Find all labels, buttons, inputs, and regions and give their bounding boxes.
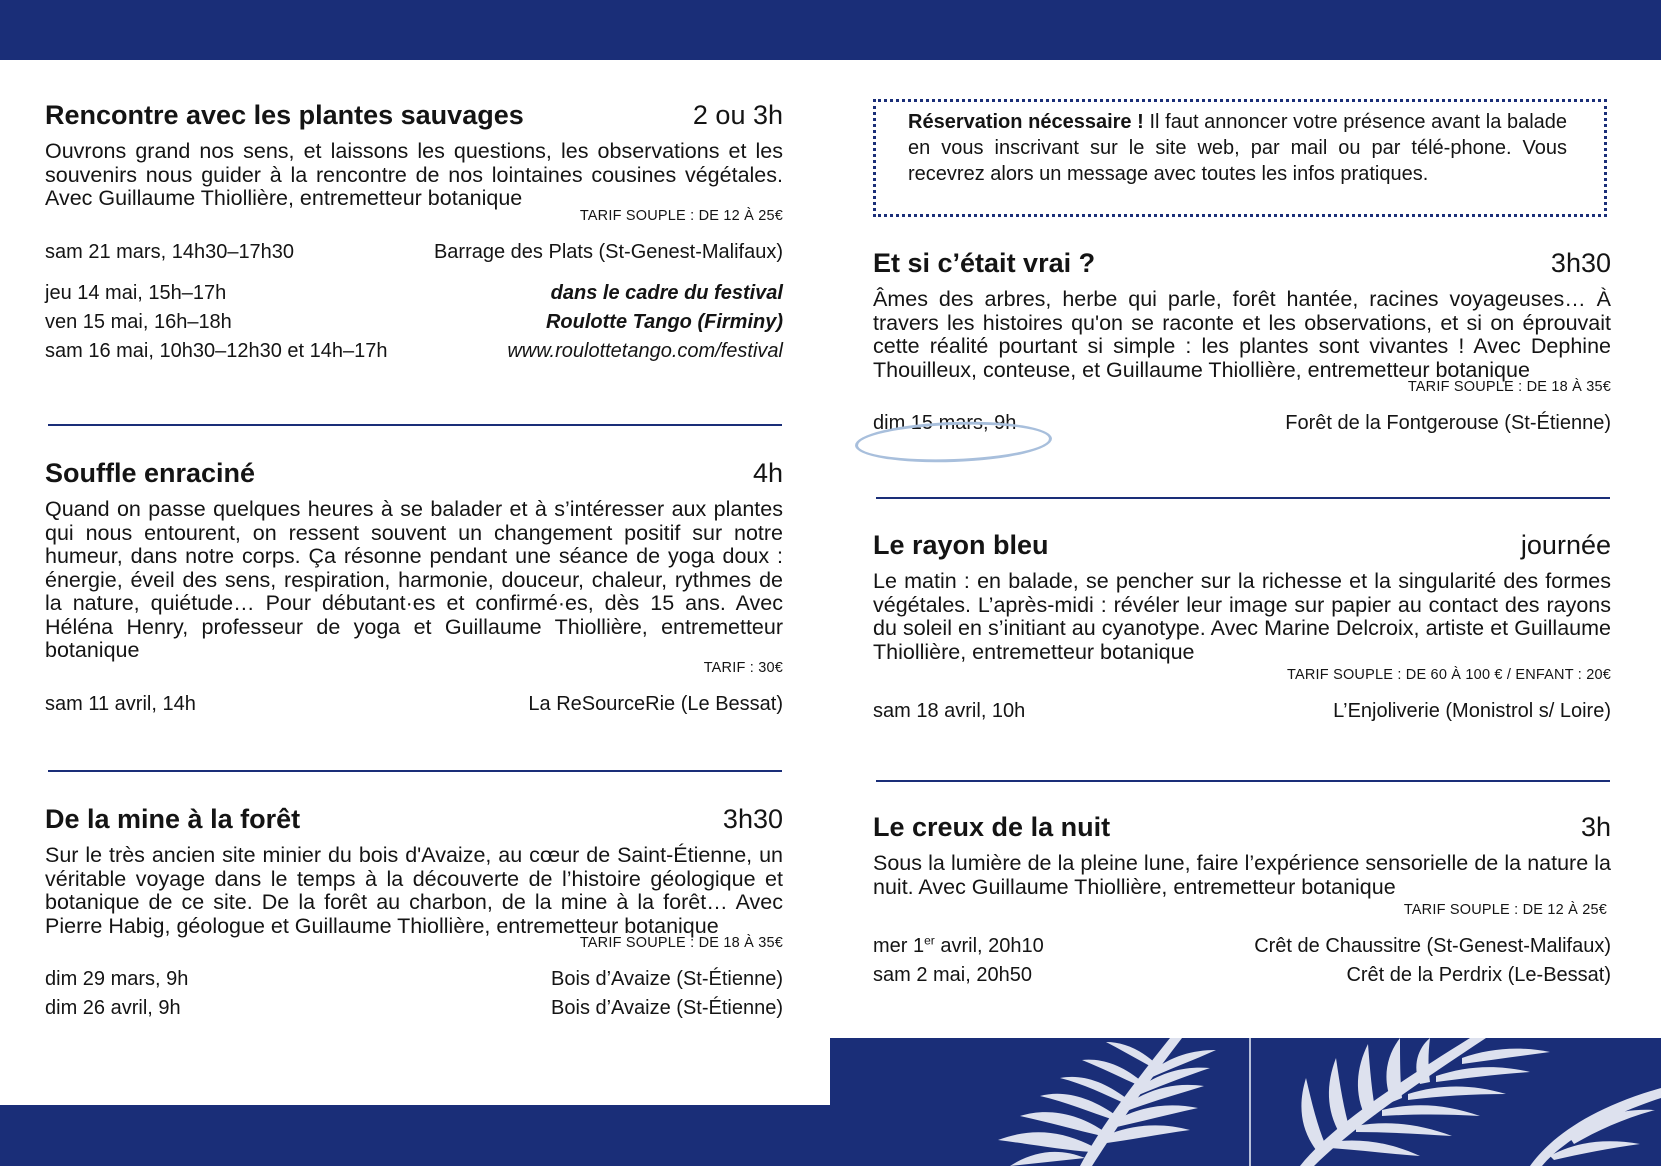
- event-price: TARIF SOUPLE : DE 18 À 35€: [1407, 379, 1611, 395]
- session-location: Forêt de la Fontgerouse (St-Étienne): [1285, 412, 1611, 434]
- section-divider: [876, 780, 1610, 782]
- session-date: mer 1er avril, 20h10: [873, 933, 1044, 957]
- section-divider: [876, 497, 1610, 499]
- event-session: [45, 238, 783, 267]
- session-date: dim 26 avril, 9h: [45, 997, 181, 1019]
- event-session: [45, 994, 783, 1023]
- event-header: [873, 528, 1611, 564]
- event-description: Quand on passe quelques heures à se balader et à s’intéresser aux plantes qui nous entourent, on ressent souvent un changement positif sur notre humeur, dans notre corps. Ça résonne pendant une séance de yoga doux : énergie, éveil des sens, respiration, harmonie, douceur, chaleur, rythmes de la nature, quiétude… Pour débutant·es et confirmé·es, dès 15 ans. Avec Héléna Henry, professeur de yoga et Guillaume Thiollière, entremetteur botanique: [45, 497, 783, 662]
- event-session: [873, 961, 1611, 990]
- session-location: Bois d’Avaize (St-Étienne): [551, 968, 783, 990]
- event-header: [45, 98, 783, 134]
- session-date: sam 18 avril, 10h: [873, 700, 1026, 722]
- session-date: sam 16 mai, 10h30–12h30 et 14h–17h: [45, 339, 388, 362]
- event-le-rayon-bleu: [873, 528, 1611, 726]
- event-duration: 3h30: [1550, 248, 1611, 278]
- event-price: TARIF SOUPLE : DE 60 À 100 € / ENFANT : 20€: [1287, 667, 1611, 683]
- event-title: Le creux de la nuit: [873, 812, 1111, 842]
- session-location: L’Enjoliverie (Monistrol s/ Loire): [1333, 700, 1611, 722]
- event-header: [873, 810, 1611, 846]
- session-date: sam 21 mars, 14h30–17h30: [45, 240, 295, 263]
- event-description: Sous la lumière de la pleine lune, faire l’expérience sensorielle de la nature la nuit. Avec Guillaume Thiollière, entremetteur botanique: [873, 851, 1611, 899]
- session-date: sam 2 mai, 20h50: [873, 964, 1032, 986]
- session-date: ven 15 mai, 16h–18h: [45, 310, 232, 333]
- session-date: dim 15 mars, 9h: [873, 412, 1017, 434]
- session-location: Crêt de Chaussitre (St-Genest-Malifaux): [1254, 935, 1611, 957]
- session-location: Bois d’Avaize (St-Étienne): [551, 997, 783, 1019]
- event-title: Et si c’était vrai ?: [873, 248, 1096, 278]
- event-session: [45, 279, 783, 308]
- event-session: [45, 308, 783, 337]
- event-header: [45, 802, 783, 838]
- session-date: jeu 14 mai, 15h–17h: [45, 281, 227, 304]
- event-price: TARIF SOUPLE : DE 12 À 25€: [579, 207, 783, 224]
- cyanotype-fern-image: [830, 1038, 1661, 1166]
- event-de-la-mine-a-la-foret: [45, 802, 783, 1023]
- festival-website-link[interactable]: www.roulottetango.com/festival: [507, 339, 783, 362]
- event-header: [873, 246, 1611, 282]
- event-price: TARIF SOUPLE : DE 18 À 35€: [579, 935, 783, 951]
- fern-icon: [830, 1038, 1661, 1166]
- event-session: [45, 337, 783, 366]
- event-duration: 4h: [752, 458, 783, 488]
- session-location: Barrage des Plats (St-Genest-Malifaux): [433, 240, 783, 263]
- reservation-heading: Réservation nécessaire !: [908, 111, 1144, 133]
- event-description: Le matin : en balade, se pencher sur la richesse et la singularité des formes végétales. L’après-midi : révéler leur image sur papier au contact des rayons du soleil en s’initiant au cyanotype. Avec Marine Delcroix, artiste et Guillaume Thiollière, entremetteur botanique: [873, 569, 1611, 664]
- event-souffle-enracine: [45, 456, 783, 719]
- event-duration: 3h: [1580, 812, 1611, 842]
- section-divider: [48, 770, 782, 772]
- event-rencontre-plantes-sauvages: [45, 98, 783, 366]
- top-banner: [0, 0, 1661, 60]
- event-duration: 2 ou 3h: [692, 100, 783, 130]
- session-date: dim 29 mars, 9h: [45, 968, 189, 990]
- event-session: [873, 932, 1611, 961]
- event-le-creux-de-la-nuit: [873, 810, 1611, 990]
- reservation-notice: [873, 99, 1607, 217]
- event-title: Rencontre avec les plantes sauvages: [45, 100, 524, 130]
- event-title: Souffle enraciné: [45, 458, 256, 488]
- event-description: Sur le très ancien site minier du bois d'Avaize, au cœur de Saint-Étienne, un véritable voyage dans le temps à la découverte de l’histoire géologique et botanique de ce site. De la forêt au charbon, de la mine à la forêt… Avec Pierre Habig, géologue et Guillaume Thiollière, entremetteur botanique: [45, 843, 783, 938]
- event-et-si-cetait-vrai: [873, 246, 1611, 438]
- event-session: [45, 690, 783, 719]
- event-session: [873, 697, 1611, 726]
- event-header: [45, 456, 783, 492]
- reservation-text: Il faut annoncer votre présence avant la balade en vous inscrivant sur le site web, par mail ou par télé-phone. Vous recevrez alors un message avec toutes les infos pratiques.: [908, 111, 1568, 185]
- session-date: sam 11 avril, 14h: [45, 692, 196, 715]
- event-session: [45, 965, 783, 994]
- session-location: La ReSourceRie (Le Bessat): [528, 692, 783, 715]
- festival-location: Roulotte Tango (Firminy): [545, 310, 783, 333]
- section-divider: [48, 424, 782, 426]
- event-duration: 3h30: [722, 804, 783, 834]
- event-title: Le rayon bleu: [873, 530, 1049, 560]
- event-title: De la mine à la forêt: [45, 804, 301, 834]
- event-description: Ouvrons grand nos sens, et laissons les questions, les observations et les souvenirs nous guider à la rencontre de nos lointaines cousines végétales. Avec Guillaume Thiollière, entremetteur botanique: [45, 139, 783, 210]
- event-description: Âmes des arbres, herbe qui parle, forêt hantée, racines voyageuses… À travers les histoires qu'on se raconte et les observations, et si on éprouvait cette réalité pourtant si simple : les plantes sont vivantes ! Avec Dephine Thouilleux, conteuse, et Guillaume Thiollière, entremetteur botanique: [873, 287, 1611, 382]
- session-location: Crêt de la Perdrix (Le-Bessat): [1346, 964, 1611, 986]
- event-price: TARIF SOUPLE : DE 12 À 25€: [1403, 902, 1607, 918]
- event-price: TARIF : 30€: [703, 659, 783, 676]
- festival-note: dans le cadre du festival: [550, 281, 783, 304]
- event-duration: journée: [1520, 530, 1611, 560]
